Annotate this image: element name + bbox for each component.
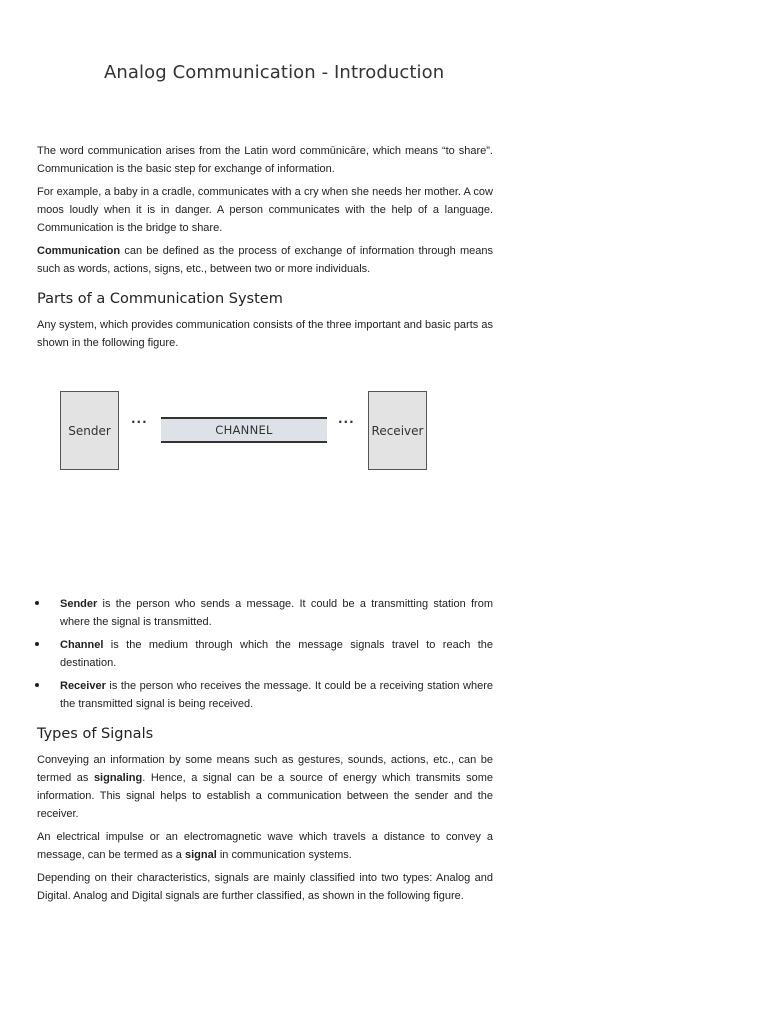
signals-paragraph-3: Depending on their characteristics, signals are mainly classified into two types: Analog and Digital. Analog and Digital signals are further classified, as shown in the following figure. bbox=[37, 872, 493, 902]
receiver-dots: ··· bbox=[338, 415, 355, 429]
signals-p1-end: . Hence, a signal can be a source of energy which transmits some information. This signal helps to establish a communication between the sender and the receiver. bbox=[37, 772, 493, 820]
term-sender: Sender bbox=[60, 598, 98, 610]
intro-paragraph-3 bbox=[37, 242, 493, 278]
page-title: Analog Communication - Introduction bbox=[104, 62, 445, 83]
receiver-box: Receiver bbox=[368, 391, 427, 470]
signal-term: signal bbox=[184, 849, 217, 861]
document-body bbox=[37, 142, 493, 910]
term-receiver: Receiver bbox=[60, 680, 106, 692]
receiver-description: is the person who receives the message. It could be a receiving station where the transmitted signal is being received. bbox=[60, 680, 493, 710]
signals-paragraph-1 bbox=[37, 751, 493, 823]
parts-list bbox=[37, 595, 493, 713]
list-item bbox=[37, 595, 493, 631]
parts-intro-paragraph: Any system, which provides communication consists of the three important and basic parts as shown in the following figure. bbox=[37, 319, 493, 349]
list-item bbox=[37, 677, 493, 713]
intro-paragraph-1: The word communication arises from the Latin word commūnicāre, which means “to share”. Communication is the basic step for exchange of information. bbox=[37, 145, 493, 175]
signals-p2-start: An electrical impulse or an electromagnetic wave which travels a distance to convey a message, can be termed as a bbox=[37, 831, 493, 861]
sender-box: Sender bbox=[60, 391, 119, 470]
sender-dots: ··· bbox=[131, 415, 148, 429]
communication-term: Communication bbox=[37, 245, 121, 257]
communication-system-figure bbox=[37, 357, 493, 587]
channel-bar: CHANNEL bbox=[161, 417, 327, 443]
bullet-icon bbox=[35, 683, 39, 687]
bullet-icon bbox=[35, 642, 39, 646]
term-channel: Channel bbox=[60, 639, 104, 651]
signals-heading: Types of Signals bbox=[37, 726, 154, 742]
channel-description: is the medium through which the message signals travel to reach the destination. bbox=[60, 639, 493, 669]
signaling-term: signaling bbox=[93, 772, 143, 784]
list-item-text bbox=[60, 595, 493, 631]
intro-paragraph-2: For example, a baby in a cradle, communicates with a cry when she needs her mother. A cow moos loudly when it is in danger. A person communicates with the help of a language. Communication is the bridge to share. bbox=[37, 186, 493, 234]
sender-description: is the person who sends a message. It could be a transmitting station from where the signal is transmitted. bbox=[60, 598, 493, 628]
signals-paragraph-2 bbox=[37, 828, 493, 864]
signals-p1-start: Conveying an information by some means such as gestures, sounds, actions, etc., can be termed as bbox=[37, 754, 493, 784]
list-item-text bbox=[60, 636, 493, 672]
list-item-text bbox=[60, 677, 493, 713]
parts-heading: Parts of a Communication System bbox=[37, 291, 283, 307]
signals-p2-end: in communication systems. bbox=[216, 849, 352, 861]
communication-definition: can be defined as the process of exchange of information through means such as words, actions, signs, etc., between two or more individuals. bbox=[37, 245, 493, 275]
bullet-icon bbox=[35, 601, 39, 605]
list-item bbox=[37, 636, 493, 672]
